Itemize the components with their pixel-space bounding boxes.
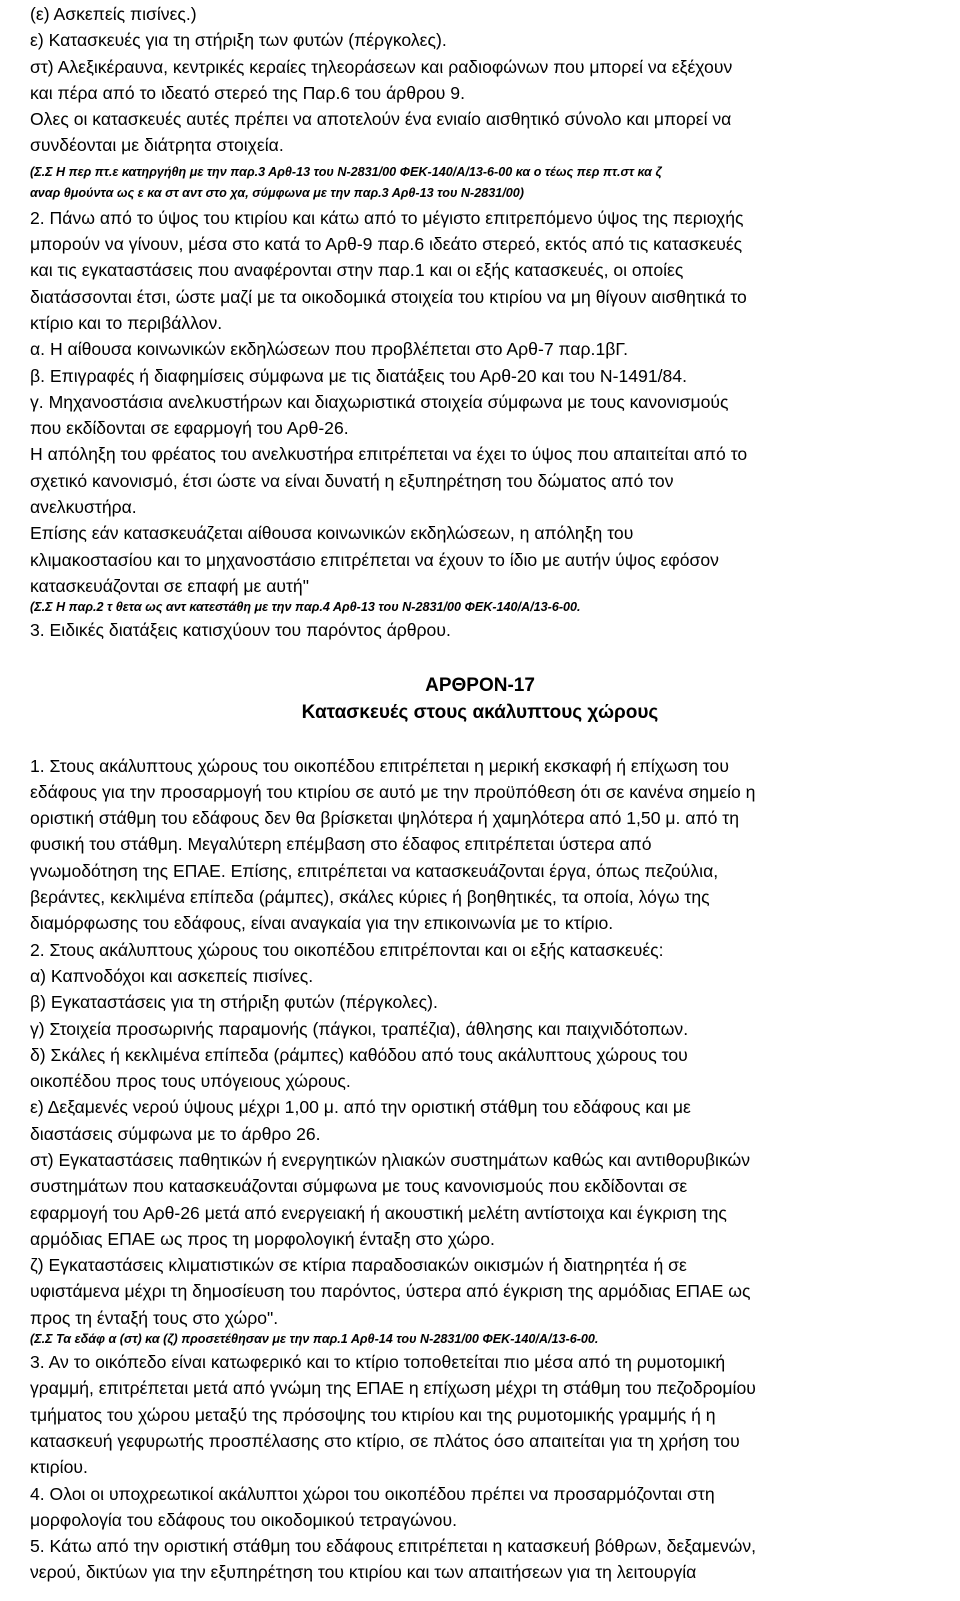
text-line: στ) Εγκαταστάσεις παθητικών ή ενεργητικών ηλιακών συστημάτων καθώς και αντιθορυβικών <box>30 1149 751 1170</box>
paragraph-block-4 <box>30 753 930 1332</box>
legal-note-2: (Σ.Σ Η παρ.2 τ θετα ως αντ κατεστάθη με την παρ.4 Αρθ-13 του Ν-2831/00 ΦΕΚ-140/Α/13-6-00. <box>30 600 581 615</box>
text-line: Ολες οι κατασκευές αυτές πρέπει να αποτελούν ένα ενιαίο αισθητικό σύνολο και μπορεί να <box>30 109 732 130</box>
text-line: υφιστάμενα μέχρι τη δημοσίευση του παρόντος, ύστερα από έγκριση της αρμόδιας ΕΠΑΕ ως <box>30 1281 751 1302</box>
text-line: που εκδίδονται σε εφαρμογή του Αρθ-26. <box>30 418 349 439</box>
text-line: 3. Αν το οικόπεδο είναι κατωφερικό και το κτίριο τοποθετείται πιο μέσα από τη ρυμοτομική <box>30 1352 726 1373</box>
text-line: β) Εγκαταστάσεις για τη στήριξη φυτών (πέργκολες). <box>30 992 438 1013</box>
text-line: γνωμοδότηση της ΕΠΑΕ. Επίσης, επιτρέπεται να κατασκευάζονται έργα, όπως πεζούλια, <box>30 860 719 881</box>
text-line: κτιρίου. <box>30 1457 88 1478</box>
text-line: εφαρμογή του Αρθ-26 μετά από ενεργειακή ή ακουστική μελέτη αντίστοιχα και έγκριση της <box>30 1202 727 1223</box>
text-line: διατάσσονται έτσι, ώστε μαζί με τα οικοδομικά στοιχεία του κτιρίου να μη θίγουν αισθητικά το <box>30 286 747 307</box>
text-line: ε) Κατασκευές για τη στήριξη των φυτών (πέργκολες). <box>30 30 447 51</box>
text-line: ε) Δεξαμενές νερού ύψους μέχρι 1,00 μ. από την οριστική στάθμη του εδάφους και με <box>30 1097 691 1118</box>
text-line: γραμμή, επιτρέπεται μετά από γνώμη της ΕΠΑΕ η επίχωση μέχρι τη στάθμη του πεζοδρομίου <box>30 1378 756 1399</box>
text-line: δ) Σκάλες ή κεκλιμένα επίπεδα (ράμπες) καθόδου από τους ακάλυπτους χώρους του <box>30 1044 688 1065</box>
text-line: α) Καπνοδόχοι και ασκεπείς πισίνες. <box>30 965 314 986</box>
text-line: 5. Κάτω από την οριστική στάθμη του εδάφους επιτρέπεται η κατασκευή βόθρων, δεξαμενών, <box>30 1536 757 1557</box>
text-line: γ. Μηχανοστάσια ανελκυστήρων και διαχωριστικά στοιχεία σύμφωνα με τους κανονισμούς <box>30 391 729 412</box>
text-line: συστημάτων που κατασκευάζονται σύμφωνα με τους κανονισμούς που εκδίδονται σε <box>30 1176 688 1197</box>
text-line: Η απόληξη του φρέατος του ανελκυστήρα επιτρέπεται να έχει το ύψος που απαιτείται από το <box>30 444 748 465</box>
text-line: και τις εγκαταστάσεις που αναφέρονται στην παρ.1 και οι εξής κατασκευές, οι οποίες <box>30 260 684 281</box>
text-line: βεράντες, κεκλιμένα επίπεδα (ράμπες), σκάλες κύριες ή βοηθητικές, τα οποία, λόγω της <box>30 887 710 908</box>
text-line: 4. Ολοι οι υποχρεωτικοί ακάλυπτοι χώροι του οικοπέδου πρέπει να προσαρμόζονται στη <box>30 1483 715 1504</box>
text-line: και πέρα από το ιδεατό στερεό της Παρ.6 του άρθρου 9. <box>30 82 465 103</box>
text-line: 3. Ειδικές διατάξεις κατισχύουν του παρόντος άρθρου. <box>30 620 451 641</box>
text-line: αρμόδιας ΕΠΑΕ ως προς τη μορφολογική ένταξη στο χώρο. <box>30 1228 495 1249</box>
text-line: φυσική του στάθμη. Μεγαλύτερη επέμβαση στο έδαφος επιτρέπεται ύστερα από <box>30 834 652 855</box>
note-line: αναρ θμούντα ως ε κα στ αντ στο χα, σύμφωνα με την παρ.3 Αρθ-13 του Ν-2831/00) <box>30 185 524 200</box>
legal-note-1 <box>30 162 930 204</box>
text-line: οικοπέδου προς τους υπόγειους χώρους. <box>30 1071 351 1092</box>
text-line: ανελκυστήρα. <box>30 497 137 518</box>
article-title: Κατασκευές στους ακάλυπτους χώρους <box>301 701 659 723</box>
text-line: κλιμακοστασίου και το μηχανοστάσιο επιτρέπεται να έχουν το ίδιο με αυτήν ύψος εφόσον <box>30 549 719 570</box>
legal-note-3: (Σ.Σ Τα εδάφ α (στ) κα (ζ) προσετέθησαν με την παρ.1 Αρθ-14 του Ν-2831/00 ΦΕΚ-140/Α/13-6-00. <box>30 1332 599 1347</box>
text-line: οριστική στάθμη του εδάφους δεν θα βρίσκεται ψηλότερα ή χαμηλότερα από 1,50 μ. από τη <box>30 808 740 829</box>
text-line: 2. Πάνω από το ύψος του κτιρίου και κάτω από το μέγιστο επιτρεπόμενο ύψος της περιοχής <box>30 207 744 228</box>
paragraph-block-1 <box>30 1 930 159</box>
text-line: σχετικό κανονισμό, έτσι ώστε να είναι δυνατή η εξυπηρέτηση του δώματος από τον <box>30 470 674 491</box>
text-line: τμήματος του χώρου μεταξύ της πρόσοψης του κτιρίου και της ρυμοτομικής γραμμής ή η <box>30 1404 716 1425</box>
article-number: ΑΡΘΡΟΝ-17 <box>425 674 535 696</box>
text-line: γ) Στοιχεία προσωρινής παραμονής (πάγκοι, τραπέζια), άθλησης και παιχνιδότοπων. <box>30 1018 689 1039</box>
text-line: προς τη ένταξή τους στο χώρο". <box>30 1307 279 1328</box>
text-line: μπορούν να γίνουν, μέσα στο κατά το Αρθ-9 παρ.6 ιδεάτο στερεό, εκτός από τις κατασκευές <box>30 234 743 255</box>
text-line: κατασκευή γεφυρωτής προσπέλασης στο κτίριο, σε πλάτος όσο απαιτείται για τη χρήση του <box>30 1430 740 1451</box>
article-heading <box>30 672 930 726</box>
text-line: κατασκευάζονται σε επαφή με αυτή" <box>30 575 309 596</box>
text-line: κτίριο και το περιβάλλον. <box>30 312 223 333</box>
note-line: (Σ.Σ Η περ πτ.ε κατηργήθη με την παρ.3 Αρθ-13 του Ν-2831/00 ΦΕΚ-140/Α/13-6-00 κα ο τέως περ πτ.στ κα ζ <box>30 164 662 179</box>
text-line: 2. Στους ακάλυπτους χώρους του οικοπέδου επιτρέπονται και οι εξής κατασκευές: <box>30 939 664 960</box>
text-line: εδάφους για την προσαρμογή του κτιρίου σε αυτό με την προϋπόθεση ότι σε κανένα σημείο η <box>30 781 756 802</box>
text-line: διαστάσεις σύμφωνα με το άρθρο 26. <box>30 1123 321 1144</box>
text-line: νερού, δικτύων για την εξυπηρέτηση του κτιρίου και των απαιτήσεων για τη λειτουργία <box>30 1562 697 1583</box>
text-line: συνδέονται με διάτρητα στοιχεία. <box>30 135 284 156</box>
text-line: β. Επιγραφές ή διαφημίσεις σύμφωνα με τις διατάξεις του Αρθ-20 και του Ν-1491/84. <box>30 365 687 386</box>
text-line: (ε) Ασκεπείς πισίνες.) <box>30 4 197 24</box>
paragraph-block-5 <box>30 1349 930 1586</box>
text-line: διαμόρφωσης του εδάφους, είναι αναγκαία για την επικοινωνία με το κτίριο. <box>30 913 614 934</box>
text-line: 1. Στους ακάλυπτους χώρους του οικοπέδου επιτρέπεται η μερική εκσκαφή ή επίχωση του <box>30 755 729 776</box>
text-line: ζ) Εγκαταστάσεις κλιματιστικών σε κτίρια παραδοσιακών οικισμών ή διατηρητέα ή σε <box>30 1255 687 1276</box>
text-line: μορφολογία του εδάφους του οικοδομικού τετραγώνου. <box>30 1509 457 1530</box>
text-line: α. Η αίθουσα κοινωνικών εκδηλώσεων που προβλέπεται στο Αρθ-7 παρ.1βΓ. <box>30 339 628 360</box>
text-line: Επίσης εάν κατασκευάζεται αίθουσα κοινωνικών εκδηλώσεων, η απόληξη του <box>30 523 634 544</box>
paragraph-block-2 <box>30 205 930 599</box>
text-line: στ) Αλεξικέραυνα, κεντρικές κεραίες τηλεοράσεων και ραδιοφώνων που μπορεί να εξέχουν <box>30 56 733 77</box>
